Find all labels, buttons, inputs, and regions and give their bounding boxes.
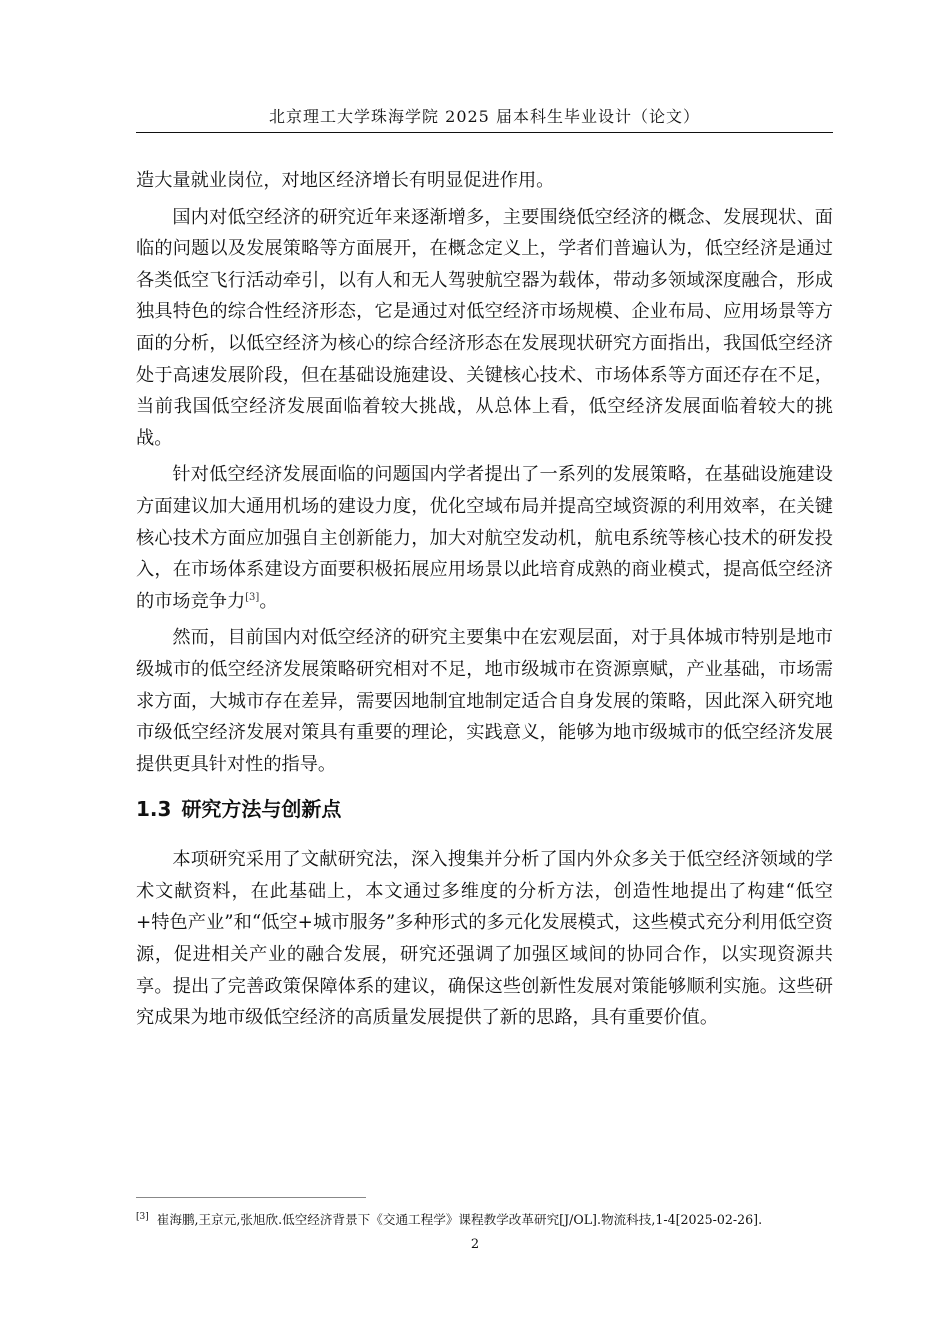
section-title: 研究方法与创新点 [181, 797, 342, 822]
footnote-mark: [3] [136, 1212, 149, 1222]
paragraph-domestic-research: 国内对低空经济的研究近年来逐渐增多，主要围绕低空经济的概念、发展现状、面临的问题以及发展策略等方面展开，在概念定义上，学者们普遍认为，低空经济是通过各类低空飞行活动牵引，以有人和无人驾驶航空器为载体，带动多领域深度融合，形成独具特色的综合性经济形态，它是通过对低空经济市场规模、企业布局、应用场景等方面的分析，以低空经济为核心的综合经济形态在发展现状研究方面指出，我国低空经济处于高速发展阶段，但在基础设施建设、关键核心技术、市场体系等方面还存在不足，当前我国低空经济发展面临着较大挑战，从总体上看，低空经济发展面临着较大的挑战。 [136, 206, 833, 449]
paragraph-methods: 本项研究采用了文献研究法，深入搜集并分析了国内外众多关于低空经济领域的学术文献资料，在此基础上，本文通过多维度的分析方法，创造性地提出了构建“低空+特色产业”和“低空+城市服务”多种形式的多元化发展模式，这些模式充分利用低空资源，促进相关产业的融合发展，研究还强调了加强区域间的协同合作，以实现资源共享。提出了完善政策保障体系的建议，确保这些创新性发展对策能够顺利实施。这些研究成果为地市级低空经济的高质量发展提供了新的思路，具有重要价值。 [136, 849, 833, 1029]
running-header: 北京理工大学珠海学院 2025 届本科生毕业设计（论文） [269, 107, 700, 126]
section-heading [136, 794, 833, 824]
footnote-rule [136, 1197, 366, 1198]
page-number: 2 [470, 1237, 480, 1252]
paragraph-text: 针对低空经济发展面临的问题国内学者提出了一系列的发展策略，在基础设施建设方面建议加大通用机场的建设力度，优化空域布局并提高空域资源的利用效率，在关键核心技术方面应加强自主创新能力，加大对航空发动机，航电系统等核心技术的研发投入，在市场体系建设方面要积极拓展应用场景以此培育成熟的商业模式，提高低空经济的市场竞争力 [136, 464, 833, 612]
paragraph-continued: 造大量就业岗位，对地区经济增长有明显促进作用。 [136, 170, 555, 191]
footnote [136, 1208, 833, 1229]
body-text [136, 165, 833, 1039]
header-rule [136, 132, 833, 133]
section-number: 1.3 [136, 797, 172, 822]
paragraph-development-strategies [136, 459, 833, 617]
paragraph-end-punct: 。 [259, 590, 278, 612]
paragraph-research-gap: 然而，目前国内对低空经济的研究主要集中在宏观层面，对于具体城市特别是地市级城市的低空经济发展策略研究相对不足，地市级城市在资源禀赋，产业基础，市场需求方面，大城市存在差异，需要因地制宜地制定适合自身发展的策略，因此深入研究地市级低空经济发展对策具有重要的理论，实践意义，能够为地市级城市的低空经济发展提供更具针对性的指导。 [136, 627, 833, 775]
citation-ref[interactable]: [3] [245, 591, 260, 603]
footnote-text: 崔海鹏,王京元,张旭欣.低空经济背景下《交通工程学》课程教学改革研究[J/OL].物流科技,1-4[2025-02-26]. [156, 1212, 763, 1227]
